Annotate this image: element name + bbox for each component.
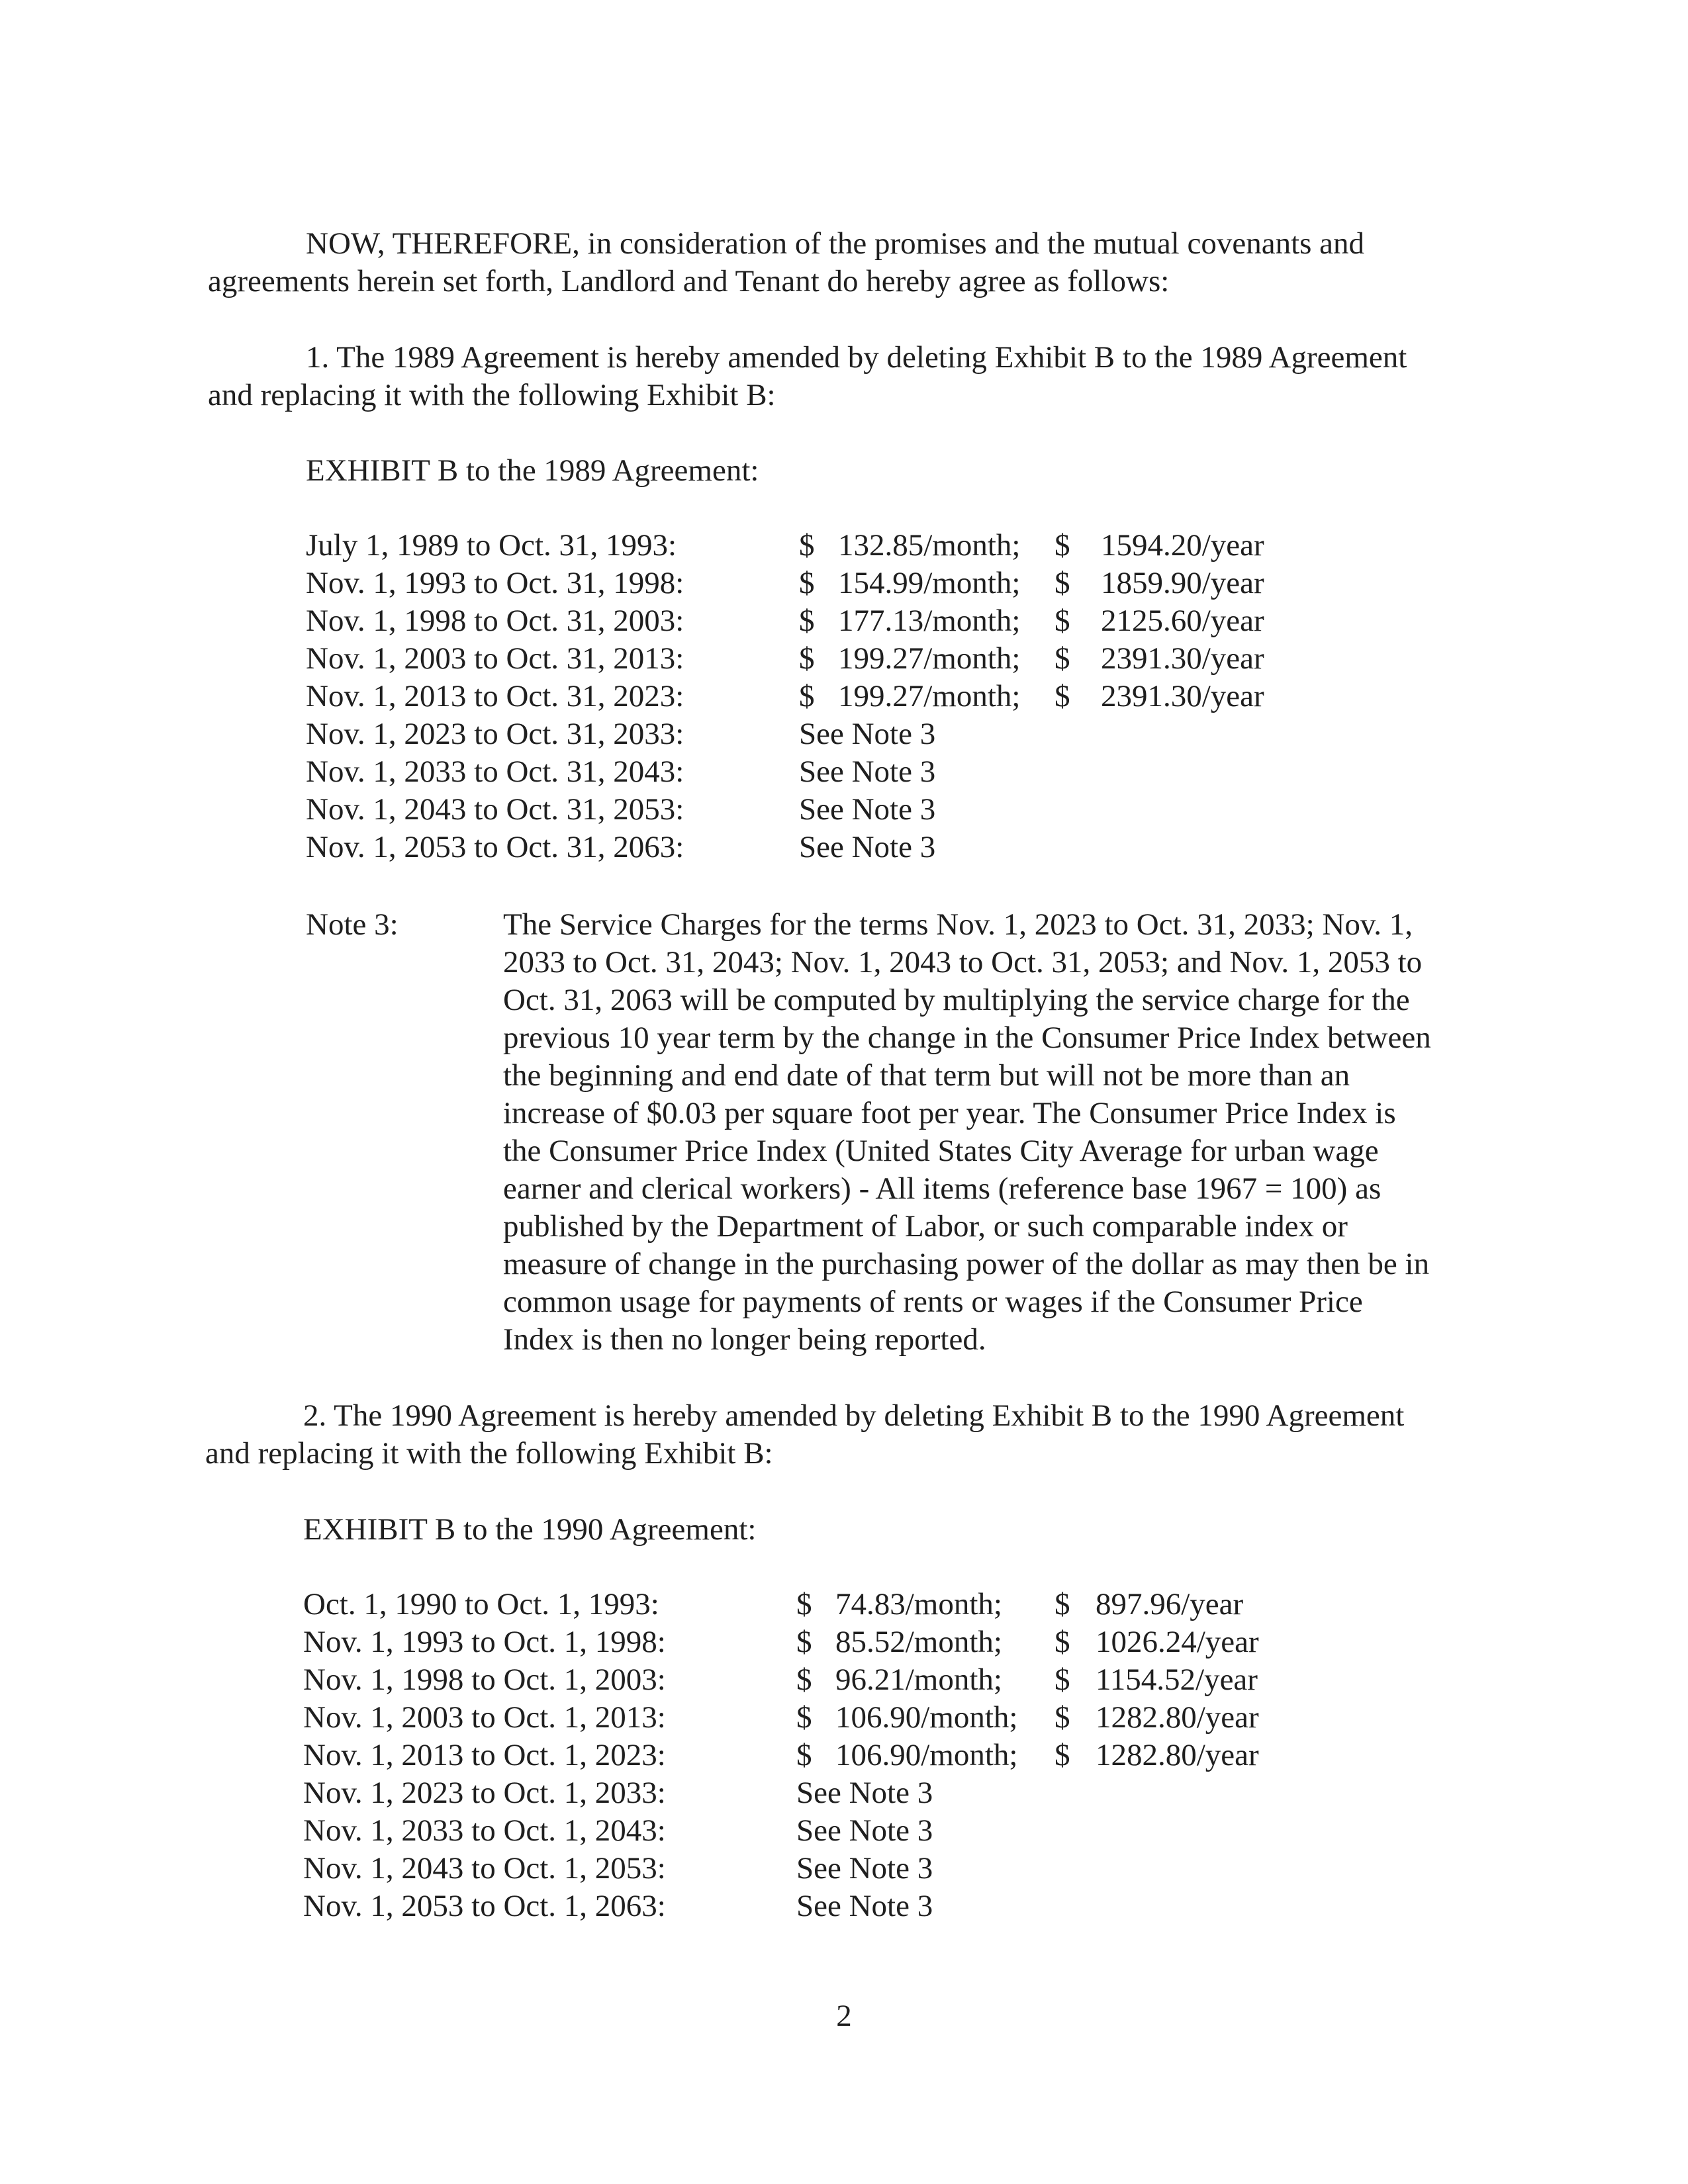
note-3-line: the Consumer Price Index (United States City Average for urban wage [503, 1134, 1379, 1168]
schedule-note-ref: See Note 3 [796, 1889, 933, 1923]
schedule-note-ref: See Note 3 [796, 1776, 933, 1810]
schedule-period: Nov. 1, 2033 to Oct. 31, 2043: [306, 754, 684, 789]
schedule-row [0, 1737, 1688, 1774]
note-3-line: the beginning and end date of that term but will not be more than an [503, 1058, 1350, 1093]
schedule-dollar-sign: $ [796, 1662, 812, 1697]
schedule-row [0, 1586, 1688, 1623]
schedule-dollar-sign: $ [1055, 604, 1070, 638]
schedule-period: Oct. 1, 1990 to Oct. 1, 1993: [303, 1587, 659, 1621]
schedule-period: Nov. 1, 2023 to Oct. 31, 2033: [306, 717, 684, 751]
schedule-row [0, 829, 1688, 866]
schedule-monthly-amount: 85.52/month; [835, 1625, 1002, 1659]
schedule-period: Nov. 1, 1998 to Oct. 31, 2003: [306, 604, 684, 638]
schedule-period: Nov. 1, 2053 to Oct. 31, 2063: [306, 830, 684, 864]
note-3-line: published by the Department of Labor, or such comparable index or [503, 1209, 1348, 1244]
schedule-dollar-sign: $ [796, 1738, 812, 1772]
schedule-monthly-amount: 74.83/month; [835, 1587, 1002, 1621]
schedule-dollar-sign: $ [799, 528, 815, 563]
schedule-row [0, 678, 1688, 715]
schedule-dollar-sign: $ [796, 1625, 812, 1659]
schedule-yearly-amount: 1594.20/year [1101, 528, 1264, 563]
schedule-row [0, 791, 1688, 829]
exhibit-1990-title: EXHIBIT B to the 1990 Agreement: [303, 1512, 757, 1547]
schedule-row [0, 565, 1688, 602]
schedule-monthly-amount: 106.90/month; [835, 1738, 1018, 1772]
note-3-line: 2033 to Oct. 31, 2043; Nov. 1, 2043 to Oct. 31, 2053; and Nov. 1, 2053 to [503, 945, 1423, 979]
schedule-dollar-sign: $ [799, 679, 815, 713]
note-3-line: increase of $0.03 per square foot per year. The Consumer Price Index is [503, 1096, 1396, 1130]
schedule-monthly-amount: 154.99/month; [838, 566, 1021, 600]
section-1-line-1: 1. The 1989 Agreement is hereby amended by deleting Exhibit B to the 1989 Agreement [306, 340, 1407, 375]
intro-line-2: agreements herein set forth, Landlord and Tenant do hereby agree as follows: [208, 264, 1170, 298]
note-3-line: Index is then no longer being reported. [503, 1322, 986, 1357]
section-2-line-1: 2. The 1990 Agreement is hereby amended by deleting Exhibit B to the 1990 Agreement [303, 1398, 1405, 1433]
note-3-line: previous 10 year term by the change in the Consumer Price Index between [503, 1021, 1431, 1055]
schedule-note-ref: See Note 3 [796, 1813, 933, 1848]
schedule-note-ref: See Note 3 [799, 792, 936, 827]
schedule-row [0, 1812, 1688, 1850]
schedule-period: Nov. 1, 2033 to Oct. 1, 2043: [303, 1813, 666, 1848]
schedule-dollar-sign: $ [799, 604, 815, 638]
schedule-dollar-sign: $ [799, 641, 815, 676]
schedule-note-ref: See Note 3 [796, 1851, 933, 1886]
page-number: 2 [836, 1999, 852, 2033]
schedule-row [0, 1661, 1688, 1699]
schedule-yearly-amount: 2125.60/year [1101, 604, 1264, 638]
schedule-monthly-amount: 199.27/month; [838, 679, 1021, 713]
schedule-note-ref: See Note 3 [799, 717, 936, 751]
schedule-row [0, 1850, 1688, 1888]
schedule-row [0, 1774, 1688, 1812]
schedule-dollar-sign: $ [1055, 1625, 1070, 1659]
schedule-yearly-amount: 1282.80/year [1096, 1738, 1259, 1772]
section-2-line-2: and replacing it with the following Exhibit B: [205, 1436, 773, 1471]
schedule-dollar-sign: $ [796, 1587, 812, 1621]
schedule-yearly-amount: 1154.52/year [1096, 1662, 1258, 1697]
schedule-dollar-sign: $ [1055, 679, 1070, 713]
schedule-row [0, 753, 1688, 791]
schedule-yearly-amount: 2391.30/year [1101, 679, 1264, 713]
schedule-period: Nov. 1, 2043 to Oct. 1, 2053: [303, 1851, 666, 1886]
schedule-monthly-amount: 199.27/month; [838, 641, 1021, 676]
note-3-line: earner and clerical workers) - All items (reference base 1967 = 100) as [503, 1171, 1382, 1206]
note-3-line: measure of change in the purchasing power of the dollar as may then be in [503, 1247, 1430, 1281]
schedule-yearly-amount: 1026.24/year [1096, 1625, 1259, 1659]
schedule-monthly-amount: 106.90/month; [835, 1700, 1018, 1735]
schedule-row [0, 1888, 1688, 1925]
schedule-period: Nov. 1, 1993 to Oct. 31, 1998: [306, 566, 684, 600]
schedule-note-ref: See Note 3 [799, 830, 936, 864]
schedule-monthly-amount: 96.21/month; [835, 1662, 1002, 1697]
schedule-dollar-sign: $ [1055, 528, 1070, 563]
schedule-period: Nov. 1, 2053 to Oct. 1, 2063: [303, 1889, 666, 1923]
schedule-yearly-amount: 897.96/year [1096, 1587, 1244, 1621]
schedule-note-ref: See Note 3 [799, 754, 936, 789]
section-1-line-2: and replacing it with the following Exhibit B: [208, 378, 776, 412]
schedule-monthly-amount: 132.85/month; [838, 528, 1021, 563]
schedule-period: Nov. 1, 2023 to Oct. 1, 2033: [303, 1776, 666, 1810]
schedule-period: Nov. 1, 1998 to Oct. 1, 2003: [303, 1662, 666, 1697]
schedule-period: Nov. 1, 1993 to Oct. 1, 1998: [303, 1625, 666, 1659]
schedule-period: Nov. 1, 2043 to Oct. 31, 2053: [306, 792, 684, 827]
note-3-label: Note 3: [306, 907, 399, 942]
schedule-period: July 1, 1989 to Oct. 31, 1993: [306, 528, 677, 563]
schedule-yearly-amount: 1859.90/year [1101, 566, 1264, 600]
schedule-row [0, 1623, 1688, 1661]
schedule-yearly-amount: 2391.30/year [1101, 641, 1264, 676]
note-3-line: The Service Charges for the terms Nov. 1, 2023 to Oct. 31, 2033; Nov. 1, [503, 907, 1413, 942]
schedule-dollar-sign: $ [799, 566, 815, 600]
schedule-row [0, 715, 1688, 753]
note-3-line: common usage for payments of rents or wages if the Consumer Price [503, 1285, 1363, 1319]
schedule-period: Nov. 1, 2003 to Oct. 31, 2013: [306, 641, 684, 676]
schedule-dollar-sign: $ [1055, 1738, 1070, 1772]
schedule-dollar-sign: $ [1055, 566, 1070, 600]
schedule-monthly-amount: 177.13/month; [838, 604, 1021, 638]
schedule-period: Nov. 1, 2003 to Oct. 1, 2013: [303, 1700, 666, 1735]
intro-line-1: NOW, THEREFORE, in consideration of the promises and the mutual covenants and [306, 226, 1365, 261]
exhibit-1989-title: EXHIBIT B to the 1989 Agreement: [306, 453, 759, 488]
schedule-row [0, 527, 1688, 565]
schedule-dollar-sign: $ [1055, 1587, 1070, 1621]
note-3-line: Oct. 31, 2063 will be computed by multiplying the service charge for the [503, 983, 1410, 1017]
schedule-dollar-sign: $ [1055, 1700, 1070, 1735]
schedule-yearly-amount: 1282.80/year [1096, 1700, 1259, 1735]
schedule-dollar-sign: $ [796, 1700, 812, 1735]
schedule-period: Nov. 1, 2013 to Oct. 31, 2023: [306, 679, 684, 713]
schedule-period: Nov. 1, 2013 to Oct. 1, 2023: [303, 1738, 666, 1772]
schedule-dollar-sign: $ [1055, 1662, 1070, 1697]
schedule-dollar-sign: $ [1055, 641, 1070, 676]
schedule-row [0, 602, 1688, 640]
schedule-row [0, 1699, 1688, 1737]
schedule-row [0, 640, 1688, 678]
